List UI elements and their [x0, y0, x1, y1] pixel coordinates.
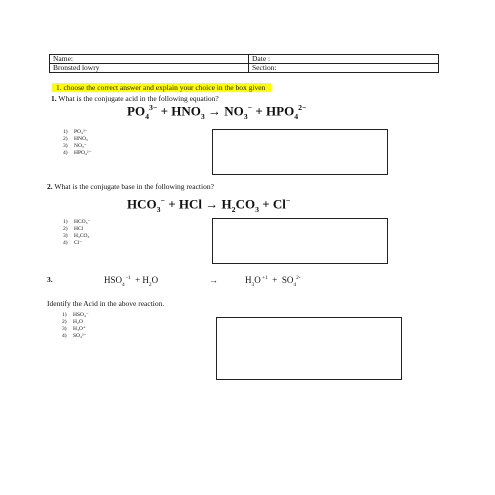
instruction-highlight: 1. choose the correct answer and explain your choice in the box given — [52, 83, 271, 92]
option[interactable]: 4) SO₄²⁻ — [62, 333, 87, 339]
equation-3-reactants: $HSO_4$ $^{-1} + H_2O$ — [104, 275, 159, 288]
date-field-label: Date : — [249, 55, 439, 64]
question-2-number: 2. — [47, 182, 53, 191]
question-1-number: 1. — [51, 94, 57, 103]
option[interactable]: 4) Cl⁻ — [63, 240, 83, 246]
option[interactable]: 2) HNO₃ — [63, 136, 88, 142]
answer-box-1[interactable] — [212, 129, 388, 175]
answer-box-2[interactable] — [212, 218, 388, 264]
option[interactable]: 4) HPO₄²⁻ — [63, 150, 92, 156]
option[interactable]: 3) NO₃⁻ — [63, 143, 87, 149]
question-2 — [47, 182, 214, 191]
answer-box-3[interactable] — [216, 317, 402, 380]
header-table — [49, 54, 439, 73]
equation-3-arrow: → — [209, 275, 218, 285]
question-1-options — [63, 129, 91, 157]
question-3-text: Identify the Acid in the above reaction. — [47, 299, 165, 308]
question-1-text: What is the conjugate acid in the following equation? — [58, 94, 219, 103]
option[interactable]: 3) H₃O⁺ — [62, 326, 86, 332]
option[interactable]: 3) H₂CO₃ — [63, 233, 90, 239]
name-field-label: Name: — [50, 55, 249, 64]
question-3-number: 3. — [47, 275, 53, 284]
topic-label: Bronsted lowry — [50, 64, 249, 73]
option[interactable]: 2) H₂O — [62, 319, 83, 325]
option[interactable]: 1) HSO₄⁻ — [62, 312, 89, 318]
equation-2: $HCO_3^-$ + HCl → $H_2CO_3 + Cl^-$ — [127, 196, 291, 214]
equation-1: $PO_4^{3-} + HNO_3 \to NO_3^- + HPO_4^{2-}$ — [127, 103, 307, 121]
equation-3-products: $H_3O$ $^{+1} + SO_4^{2-}$ — [245, 275, 301, 288]
option[interactable]: 2) HCl — [63, 226, 84, 232]
instruction — [52, 83, 271, 92]
section-field-label: Section: — [249, 64, 439, 73]
option[interactable]: 1) HCO₃⁻ — [63, 219, 91, 225]
question-2-options — [63, 219, 90, 247]
question-3-options — [62, 312, 89, 340]
option[interactable]: 1) PO₄³⁻ — [63, 129, 88, 135]
question-2-text: What is the conjugate base in the following reaction? — [54, 182, 214, 191]
question-1 — [51, 94, 219, 103]
